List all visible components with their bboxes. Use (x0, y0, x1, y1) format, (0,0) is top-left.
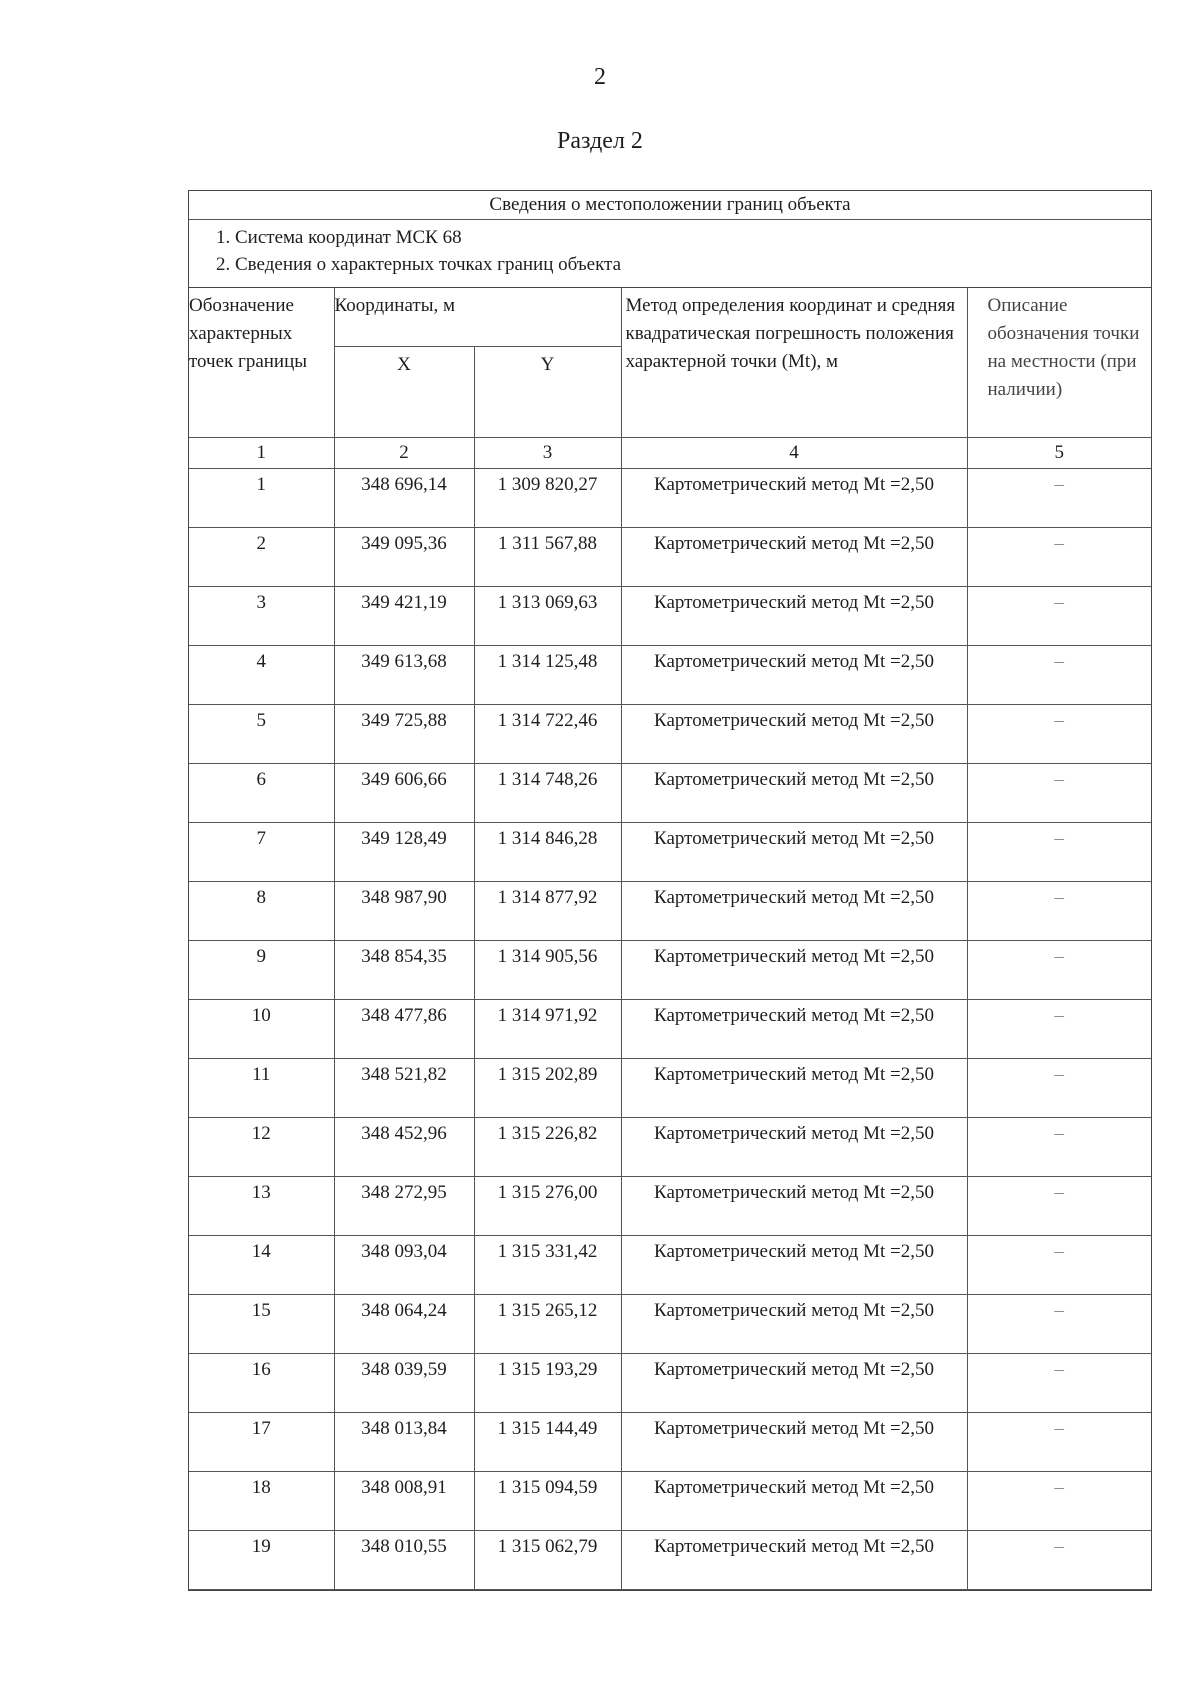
y-coordinate-cell: 1 309 820,27 (474, 469, 621, 528)
x-coordinate-cell: 348 521,82 (334, 1059, 474, 1118)
header-x: X (334, 347, 474, 438)
table-row (189, 587, 1151, 646)
header-coordinates: Координаты, м (334, 288, 621, 347)
x-coordinate-cell: 348 452,96 (334, 1118, 474, 1177)
info-items (189, 220, 1151, 288)
y-coordinate-cell: 1 315 202,89 (474, 1059, 621, 1118)
method-cell: Картометрический метод Mt =2,50 (621, 1531, 967, 1590)
point-number-cell: 10 (189, 1000, 334, 1059)
table-row (189, 1354, 1151, 1413)
point-number-cell: 19 (189, 1531, 334, 1590)
description-cell: – (967, 882, 1151, 941)
point-number-cell: 17 (189, 1413, 334, 1472)
header-description: Описание обозначения точки на местности (при наличии) (967, 288, 1151, 438)
table-row (189, 1531, 1151, 1590)
description-cell: – (967, 705, 1151, 764)
method-cell: Картометрический метод Mt =2,50 (621, 1472, 967, 1531)
column-number: 5 (967, 438, 1151, 469)
method-cell: Картометрический метод Mt =2,50 (621, 1236, 967, 1295)
point-number-cell: 11 (189, 1059, 334, 1118)
column-number: 1 (189, 438, 334, 469)
method-cell: Картометрический метод Mt =2,50 (621, 764, 967, 823)
method-cell: Картометрический метод Mt =2,50 (621, 528, 967, 587)
header-row-1 (189, 288, 1151, 347)
column-number: 2 (334, 438, 474, 469)
description-cell: – (967, 528, 1151, 587)
description-cell: – (967, 1118, 1151, 1177)
column-numbers-row (189, 438, 1151, 469)
method-cell: Картометрический метод Mt =2,50 (621, 1295, 967, 1354)
table-row (189, 1295, 1151, 1354)
point-number-cell: 8 (189, 882, 334, 941)
x-coordinate-cell: 348 854,35 (334, 941, 474, 1000)
y-coordinate-cell: 1 314 905,56 (474, 941, 621, 1000)
x-coordinate-cell: 348 093,04 (334, 1236, 474, 1295)
description-cell: – (967, 1236, 1151, 1295)
method-cell: Картометрический метод Mt =2,50 (621, 705, 967, 764)
y-coordinate-cell: 1 315 193,29 (474, 1354, 621, 1413)
x-coordinate-cell: 348 064,24 (334, 1295, 474, 1354)
table-row (189, 1000, 1151, 1059)
header-y: Y (474, 347, 621, 438)
method-cell: Картометрический метод Mt =2,50 (621, 941, 967, 1000)
y-coordinate-cell: 1 315 226,82 (474, 1118, 621, 1177)
header-point-designation: Обозначение характерных точек границы (189, 288, 334, 438)
y-coordinate-cell: 1 314 748,26 (474, 764, 621, 823)
point-number-cell: 12 (189, 1118, 334, 1177)
x-coordinate-cell: 349 095,36 (334, 528, 474, 587)
description-cell: – (967, 1059, 1151, 1118)
table-row (189, 1059, 1151, 1118)
method-cell: Картометрический метод Mt =2,50 (621, 1118, 967, 1177)
point-number-cell: 7 (189, 823, 334, 882)
x-coordinate-cell: 348 010,55 (334, 1531, 474, 1590)
point-number-cell: 1 (189, 469, 334, 528)
description-cell: – (967, 1000, 1151, 1059)
table-row (189, 764, 1151, 823)
x-coordinate-cell: 348 039,59 (334, 1354, 474, 1413)
point-number-cell: 15 (189, 1295, 334, 1354)
table-row (189, 941, 1151, 1000)
y-coordinate-cell: 1 315 062,79 (474, 1531, 621, 1590)
description-cell: – (967, 764, 1151, 823)
table-row (189, 1177, 1151, 1236)
y-coordinate-cell: 1 314 877,92 (474, 882, 621, 941)
x-coordinate-cell: 348 477,86 (334, 1000, 474, 1059)
y-coordinate-cell: 1 314 971,92 (474, 1000, 621, 1059)
x-coordinate-cell: 348 013,84 (334, 1413, 474, 1472)
point-number-cell: 4 (189, 646, 334, 705)
method-cell: Картометрический метод Mt =2,50 (621, 1059, 967, 1118)
points-table (189, 288, 1151, 1590)
y-coordinate-cell: 1 313 069,63 (474, 587, 621, 646)
table-row (189, 469, 1151, 528)
info-item-coordinate-system: 1. Система координат МСК 68 (216, 227, 462, 248)
description-cell: – (967, 646, 1151, 705)
x-coordinate-cell: 348 008,91 (334, 1472, 474, 1531)
x-coordinate-cell: 348 272,95 (334, 1177, 474, 1236)
description-cell: – (967, 1177, 1151, 1236)
method-cell: Картометрический метод Mt =2,50 (621, 823, 967, 882)
table-row (189, 528, 1151, 587)
description-cell: – (967, 469, 1151, 528)
table-row (189, 1413, 1151, 1472)
x-coordinate-cell: 349 613,68 (334, 646, 474, 705)
point-number-cell: 13 (189, 1177, 334, 1236)
y-coordinate-cell: 1 315 276,00 (474, 1177, 621, 1236)
description-cell: – (967, 823, 1151, 882)
description-cell: – (967, 1354, 1151, 1413)
method-cell: Картометрический метод Mt =2,50 (621, 1354, 967, 1413)
column-number: 4 (621, 438, 967, 469)
table-row (189, 1236, 1151, 1295)
description-cell: – (967, 941, 1151, 1000)
description-cell: – (967, 1295, 1151, 1354)
description-cell: – (967, 587, 1151, 646)
description-cell: – (967, 1531, 1151, 1590)
point-number-cell: 5 (189, 705, 334, 764)
method-cell: Картометрический метод Mt =2,50 (621, 1413, 967, 1472)
x-coordinate-cell: 349 606,66 (334, 764, 474, 823)
y-coordinate-cell: 1 314 125,48 (474, 646, 621, 705)
method-cell: Картометрический метод Mt =2,50 (621, 1177, 967, 1236)
point-number-cell: 14 (189, 1236, 334, 1295)
point-number-cell: 18 (189, 1472, 334, 1531)
method-cell: Картометрический метод Mt =2,50 (621, 469, 967, 528)
x-coordinate-cell: 349 725,88 (334, 705, 474, 764)
x-coordinate-cell: 348 987,90 (334, 882, 474, 941)
x-coordinate-cell: 348 696,14 (334, 469, 474, 528)
table-row (189, 882, 1151, 941)
x-coordinate-cell: 349 421,19 (334, 587, 474, 646)
y-coordinate-cell: 1 311 567,88 (474, 528, 621, 587)
table-row (189, 1472, 1151, 1531)
table-row (189, 1118, 1151, 1177)
table-row (189, 705, 1151, 764)
y-coordinate-cell: 1 315 331,42 (474, 1236, 621, 1295)
point-number-cell: 9 (189, 941, 334, 1000)
x-coordinate-cell: 349 128,49 (334, 823, 474, 882)
block-title: Сведения о местоположении границ объекта (189, 191, 1151, 220)
point-number-cell: 6 (189, 764, 334, 823)
description-cell: – (967, 1472, 1151, 1531)
method-cell: Картометрический метод Mt =2,50 (621, 882, 967, 941)
point-number-cell: 16 (189, 1354, 334, 1413)
info-item-points-info: 2. Сведения о характерных точках границ объекта (216, 254, 622, 275)
method-cell: Картометрический метод Mt =2,50 (621, 646, 967, 705)
point-number-cell: 2 (189, 528, 334, 587)
y-coordinate-cell: 1 315 265,12 (474, 1295, 621, 1354)
page-number: 2 (594, 64, 606, 90)
method-cell: Картометрический метод Mt =2,50 (621, 587, 967, 646)
y-coordinate-cell: 1 314 722,46 (474, 705, 621, 764)
section-title: Раздел 2 (557, 128, 643, 154)
y-coordinate-cell: 1 314 846,28 (474, 823, 621, 882)
method-cell: Картометрический метод Mt =2,50 (621, 1000, 967, 1059)
description-cell: – (967, 1413, 1151, 1472)
y-coordinate-cell: 1 315 094,59 (474, 1472, 621, 1531)
point-number-cell: 3 (189, 587, 334, 646)
table-row (189, 646, 1151, 705)
table-row (189, 823, 1151, 882)
header-method: Метод определения координат и средняя квадратическая погрешность положения характерной точки (Mt), м (621, 288, 967, 438)
column-number: 3 (474, 438, 621, 469)
y-coordinate-cell: 1 315 144,49 (474, 1413, 621, 1472)
boundary-info-table (188, 190, 1152, 1591)
